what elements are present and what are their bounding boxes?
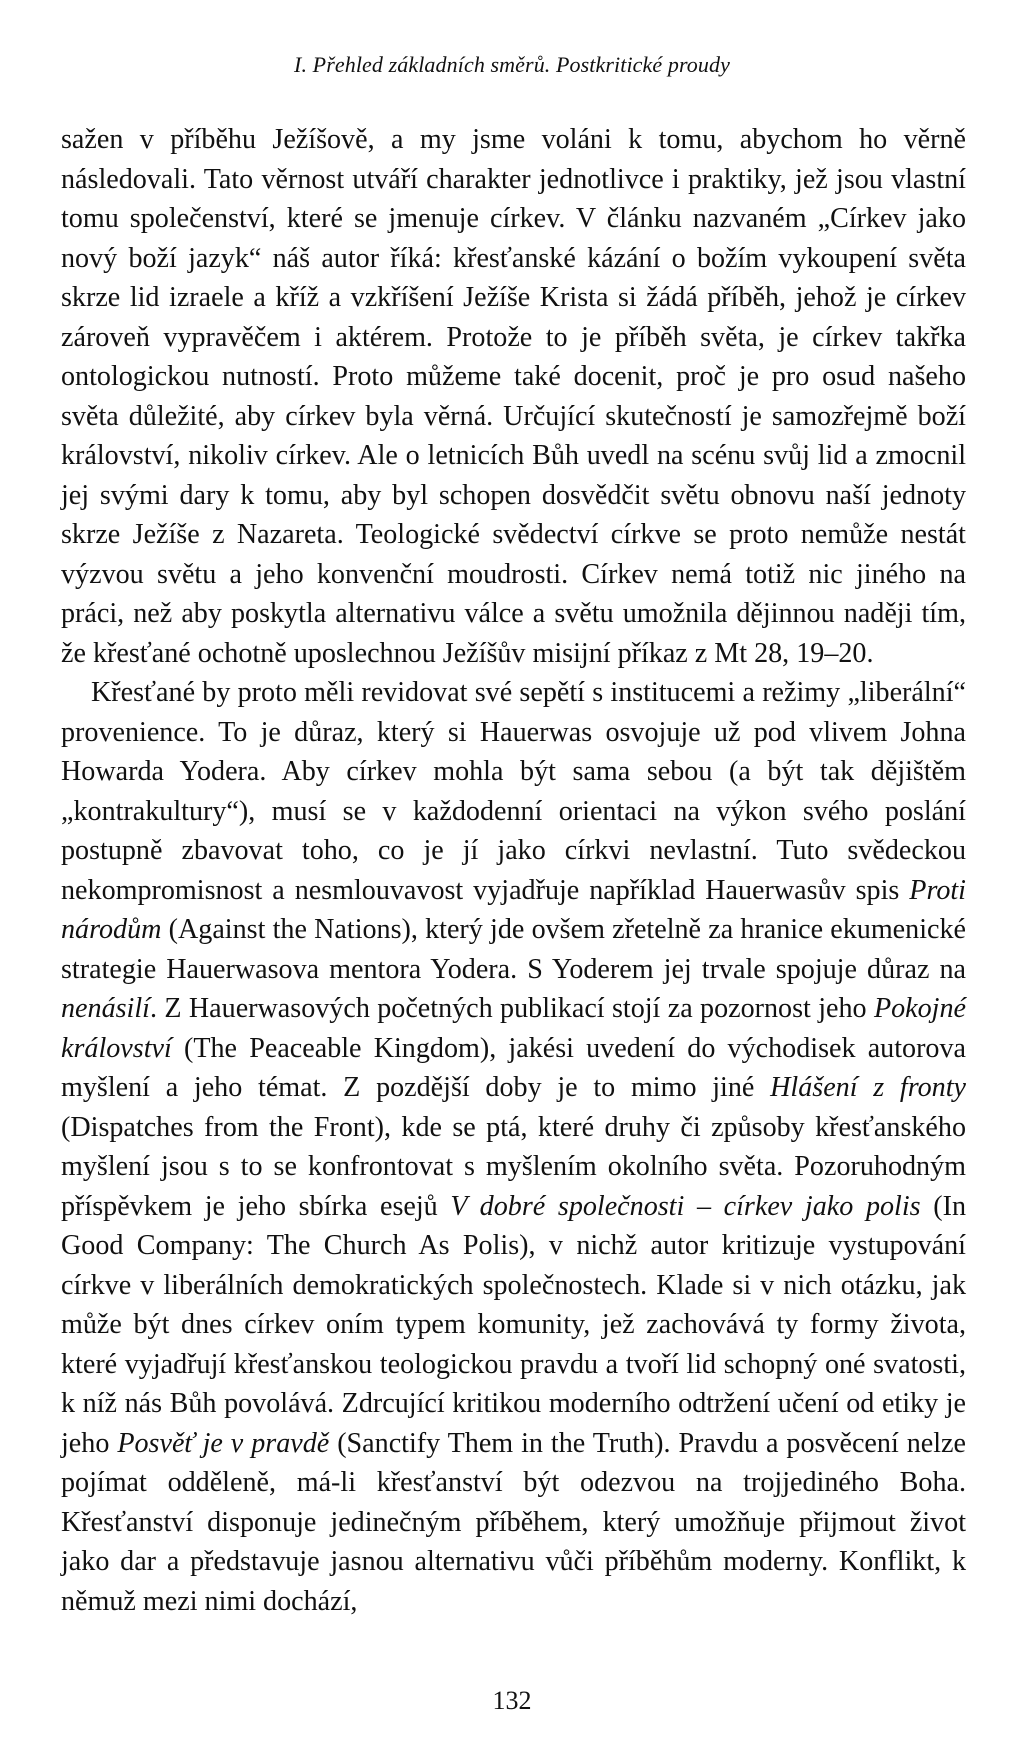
running-header: I. Přehled základních směrů. Postkritické proudy (294, 52, 730, 77)
book-title-v-dobre-spolecnosti: V dobré společnosti – církev jako polis (450, 1190, 921, 1222)
text-segment: sažen v příběhu Ježíšově, a my jsme voláni k tomu, abychom ho věrně následovali. Tato věrnost utváří charakter jednotlivce i praktiky, jež jsou vlastní tomu společenství, které se jmenuje církev. V článku nazvaném „Církev jako nový boží jazyk“ náš autor říká: křesťanské kázání o božím vykoupení světa skrze lid izraele a kříž a vzkříšení Ježíše Krista si žádá příběh, jehož je církev zároveň vypravěčem i aktérem. Protože to je příběh světa, je církev takřka ontologickou nutností. Proto můžeme také docenit, proč je pro osud našeho světa důležité, aby církev byla věrná. Určující skutečností je samozřejmě boží království, nikoliv církev. Ale o letnicích Bůh uvedl na scénu svůj lid a zmocnil jej svými dary k tomu, aby byl schopen dosvědčit světu obnovu naší jednoty skrze Ježíše z Nazareta. Teologické svědectví církve se proto nemůže nestát výzvou světu a jeho konvenční moudrosti. Církev nemá totiž nic jiného na práci, než aby poskytla alternativu válce a světu umožnila dějinnou naději tím, že křesťané ochotně uposlechnou Ježíšův misijní příkaz z Mt 28, 19–20. (61, 124, 966, 669)
text-segment: (Against the Nations), který jde ovšem zřetelně za hranice ekumenické strategie Hauerwasova mentora Yodera. S Yoderem jej trvale spojuje důraz na (61, 914, 966, 985)
text-segment: (The Peaceable Kingdom), jakési uvedení do východisek autorova myšlení a jeho témat. Z pozdější doby je to mimo jiné (61, 1032, 966, 1103)
page-number: 132 (492, 1686, 532, 1715)
text-segment: Křesťané by proto měli revidovat své sepětí s institucemi a režimy „liberální“ provenience. To je důraz, který si Hauerwas osvojuje už pod vlivem Johna Howarda Yodera. Aby církev mohla být sama sebou (a být tak dějištěm „kontrakultury“), musí se v každodenní orientaci na výkon svého poslání postupně zbavovat toho, co je jí jako církvi nevlastní. Tuto svědeckou nekompromisnost a nesmlouvavost vyjadřuje například Hauerwasův spis (61, 677, 966, 906)
book-title-hlaseni-z-fronty: Hlášení z fronty (770, 1072, 966, 1103)
book-title-pokojne-kralovstvi: Pokojné království (61, 993, 966, 1064)
paragraph-1 (61, 120, 966, 673)
text-segment: (In Good Company: The Church As Polis), v nichž autor kritizuje vystupování církve v liberálních demokratických společnostech. Klade si v nich otázku, jak může být dnes církev oním typem komunity, jež zachovává ty formy života, které vyjadřují křesťanskou teologickou pravdu a tvoří lid schopný oné svatosti, k níž nás Bůh povolává. Zdrcující kritikou moderního odtržení učení od etiky je jeho (61, 1190, 966, 1459)
text-segment: (Dispatches from the Front), kde se ptá, které druhy či způsoby křesťanského myšlení jsou s to se konfrontovat s myšlením okolního světa. Pozoruhodným příspěvkem je jeho sbírka esejů (61, 1111, 966, 1222)
book-title-posvet-je-v-pravde: Posvěť je v pravdě (117, 1427, 330, 1459)
paragraph-2 (61, 673, 966, 1621)
text-segment: (Sanctify Them in the Truth). Pravdu a posvěcení nelze pojímat odděleně, má-li křesťanství být odezvou na trojjediného Boha. Křesťanství disponuje jedinečným příběhem, který umožňuje přijmout život jako dar a představuje jasnou alternativu vůči příběhům moderny. Konflikt, k němuž mezi nimi dochází, (61, 1427, 966, 1617)
emphasis-nenasili: nenásilí (61, 993, 150, 1024)
text-segment: . Z Hauerwasových početných publikací stojí za pozornost jeho (149, 993, 874, 1024)
book-title-proti-narodum: Proti národům (61, 874, 966, 945)
body-text (61, 120, 966, 1621)
